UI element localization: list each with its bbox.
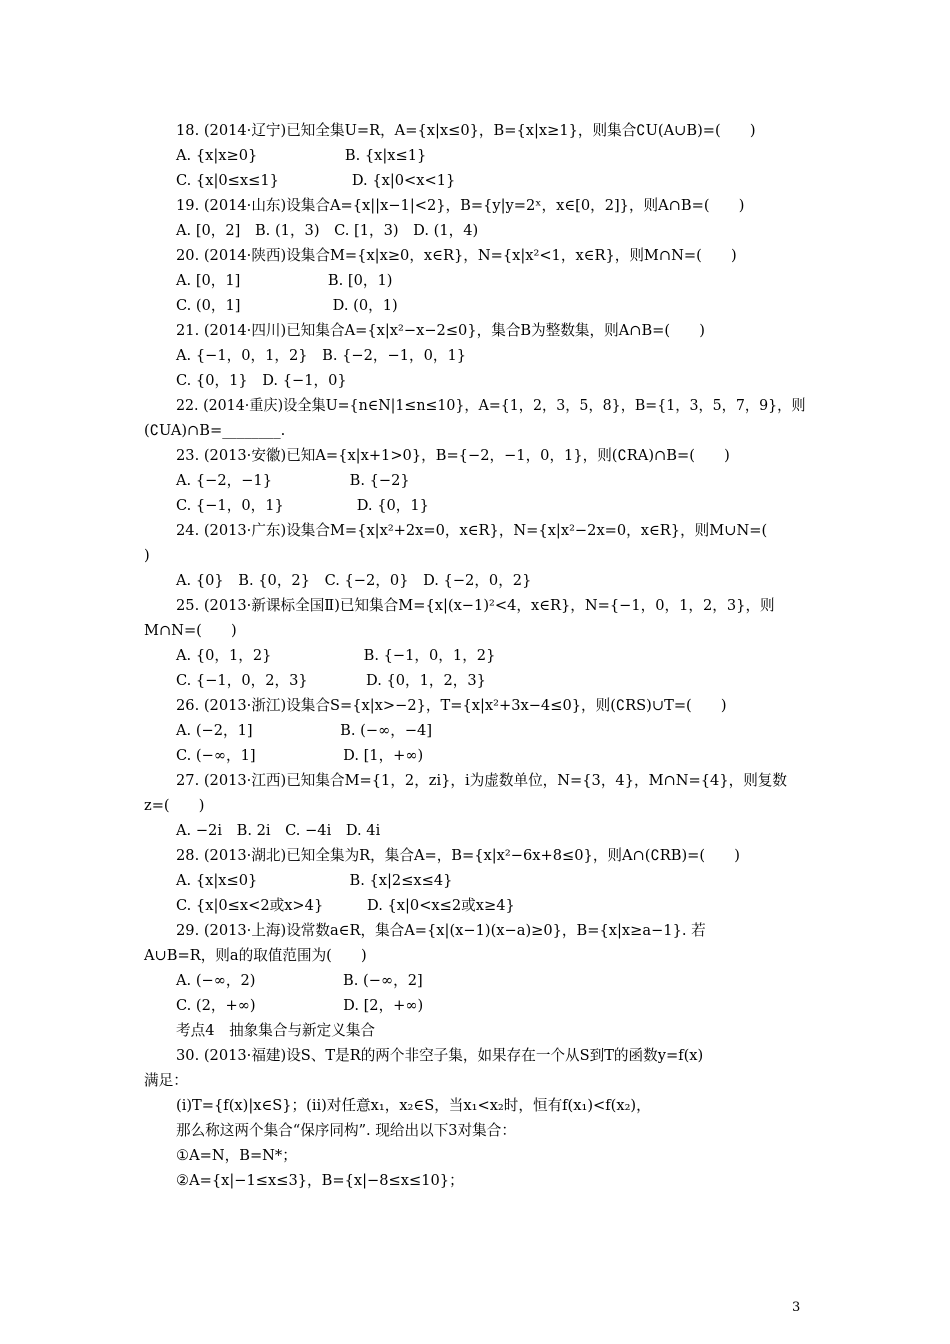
q30-stem: 30. (2013·福建)设S、T是R的两个非空子集，如果存在一个从S到T的函数y=f(x) [176,1047,704,1064]
q28-options-ab: A. {x|x≤0} B. {x|2≤x≤4} [176,872,453,889]
q25-stem-cont: M∩N=( ) [144,622,237,639]
q25-options-cd: C. {−1，0，2，3} D. {0，1，2，3} [176,672,486,689]
q24-stem: 24. (2013·广东)设集合M={x|x²+2x=0，x∈R}，N={x|x²−2x=0，x∈R}，则M∪N=( [176,522,768,539]
q29-stem-cont: A∪B=R，则a的取值范围为( ) [144,947,367,964]
q25-stem: 25. (2013·新课标全国Ⅱ)已知集合M={x|(x−1)²<4，x∈R}，N={−1，0，1，2，3}，则 [176,597,775,614]
page-number: 3 [792,1300,801,1315]
q30-stem-cont: 满足： [144,1072,188,1089]
q21-options-ab: A. {−1，0，1，2} B. {−2，−1，0，1} [176,347,467,364]
q22-stem: 22. (2014·重庆)设全集U={n∈N|1≤n≤10}，A={1，2，3，5，8}，B={1，3，5，7，9}，则 [176,397,806,414]
q30-pair-2: ②A={x|−1≤x≤3}，B={x|−8≤x≤10}； [176,1172,464,1189]
q30-pair-1: ①A=N，B=N*； [176,1147,297,1164]
q26-options-cd: C. (−∞，1] D. [1，+∞) [176,747,424,764]
q29-options-ab: A. (−∞，2) B. (−∞，2] [176,972,423,989]
q20-stem: 20. (2014·陕西)设集合M={x|x≥0，x∈R}，N={x|x²<1，x∈R}，则M∩N=( ) [176,247,737,264]
q30-definition: 那么称这两个集合“保序同构”. 现给出以下3对集合： [176,1122,516,1139]
q28-stem: 28. (2013·湖北)已知全集为R，集合A=，B={x|x²−6x+8≤0}，则A∩(∁RB)=( ) [176,847,740,864]
q23-options-ab: A. {−2，−1} B. {−2} [176,472,410,489]
q20-options-cd: C. (0，1] D. (0，1) [176,297,398,314]
q27-stem: 27. (2013·江西)已知集合M={1，2，zi}，i为虚数单位，N={3，4}，M∩N={4}，则复数 [176,772,787,789]
q29-options-cd: C. (2，+∞) D. [2，+∞) [176,997,424,1014]
q23-options-cd: C. {−1，0，1} D. {0，1} [176,497,429,514]
q24-options: A. {0} B. {0，2} C. {−2，0} D. {−2，0，2} [176,572,532,589]
q20-options-ab: A. [0，1] B. [0，1) [176,272,393,289]
q29-stem: 29. (2013·上海)设常数a∈R，集合A={x|(x−1)(x−a)≥0}，B={x|x≥a−1}. 若 [176,922,706,939]
section-heading: 考点4 抽象集合与新定义集合 [176,1022,376,1039]
q24-stem-cont: ) [144,547,150,564]
q19-stem: 19. (2014·山东)设集合A={x||x−1|<2}，B={y|y=2ˣ，x∈[0，2]}，则A∩B=( ) [176,197,745,214]
q18-options-cd: C. {x|0≤x≤1} D. {x|0<x<1} [176,172,456,189]
q27-stem-cont: z=( ) [144,797,205,814]
q21-stem: 21. (2014·四川)已知集合A={x|x²−x−2≤0}，集合B为整数集，则A∩B=( ) [176,322,705,339]
q21-options-cd: C. {0，1} D. {−1，0} [176,372,347,389]
q30-conditions: (ⅰ)T={f(x)|x∈S}；(ⅱ)对任意x₁，x₂∈S，当x₁<x₂时，恒有f(x₁)<f(x₂)， [176,1097,651,1114]
q18-options-ab: A. {x|x≥0} B. {x|x≤1} [176,147,427,164]
q28-options-cd: C. {x|0≤x<2或x>4} D. {x|0<x≤2或x≥4} [176,897,515,914]
q27-options: A. −2i B. 2i C. −4i D. 4i [176,822,381,839]
q26-stem: 26. (2013·浙江)设集合S={x|x>−2}，T={x|x²+3x−4≤0}，则(∁RS)∪T=( ) [176,697,727,714]
q23-stem: 23. (2013·安徽)已知A={x|x+1>0}，B={−2，−1，0，1}，则(∁RA)∩B=( ) [176,447,730,464]
q25-options-ab: A. {0，1，2} B. {−1，0，1，2} [176,647,496,664]
q26-options-ab: A. (−2，1] B. (−∞，−4] [176,722,433,739]
q19-options: A. [0，2] B. (1，3) C. [1，3) D. (1，4) [176,222,479,239]
q22-stem-cont: (∁UA)∩B=________. [144,422,286,439]
q18-stem: 18. (2014·辽宁)已知全集U=R，A={x|x≤0}，B={x|x≥1}，则集合∁U(A∪B)=( ) [176,122,756,139]
